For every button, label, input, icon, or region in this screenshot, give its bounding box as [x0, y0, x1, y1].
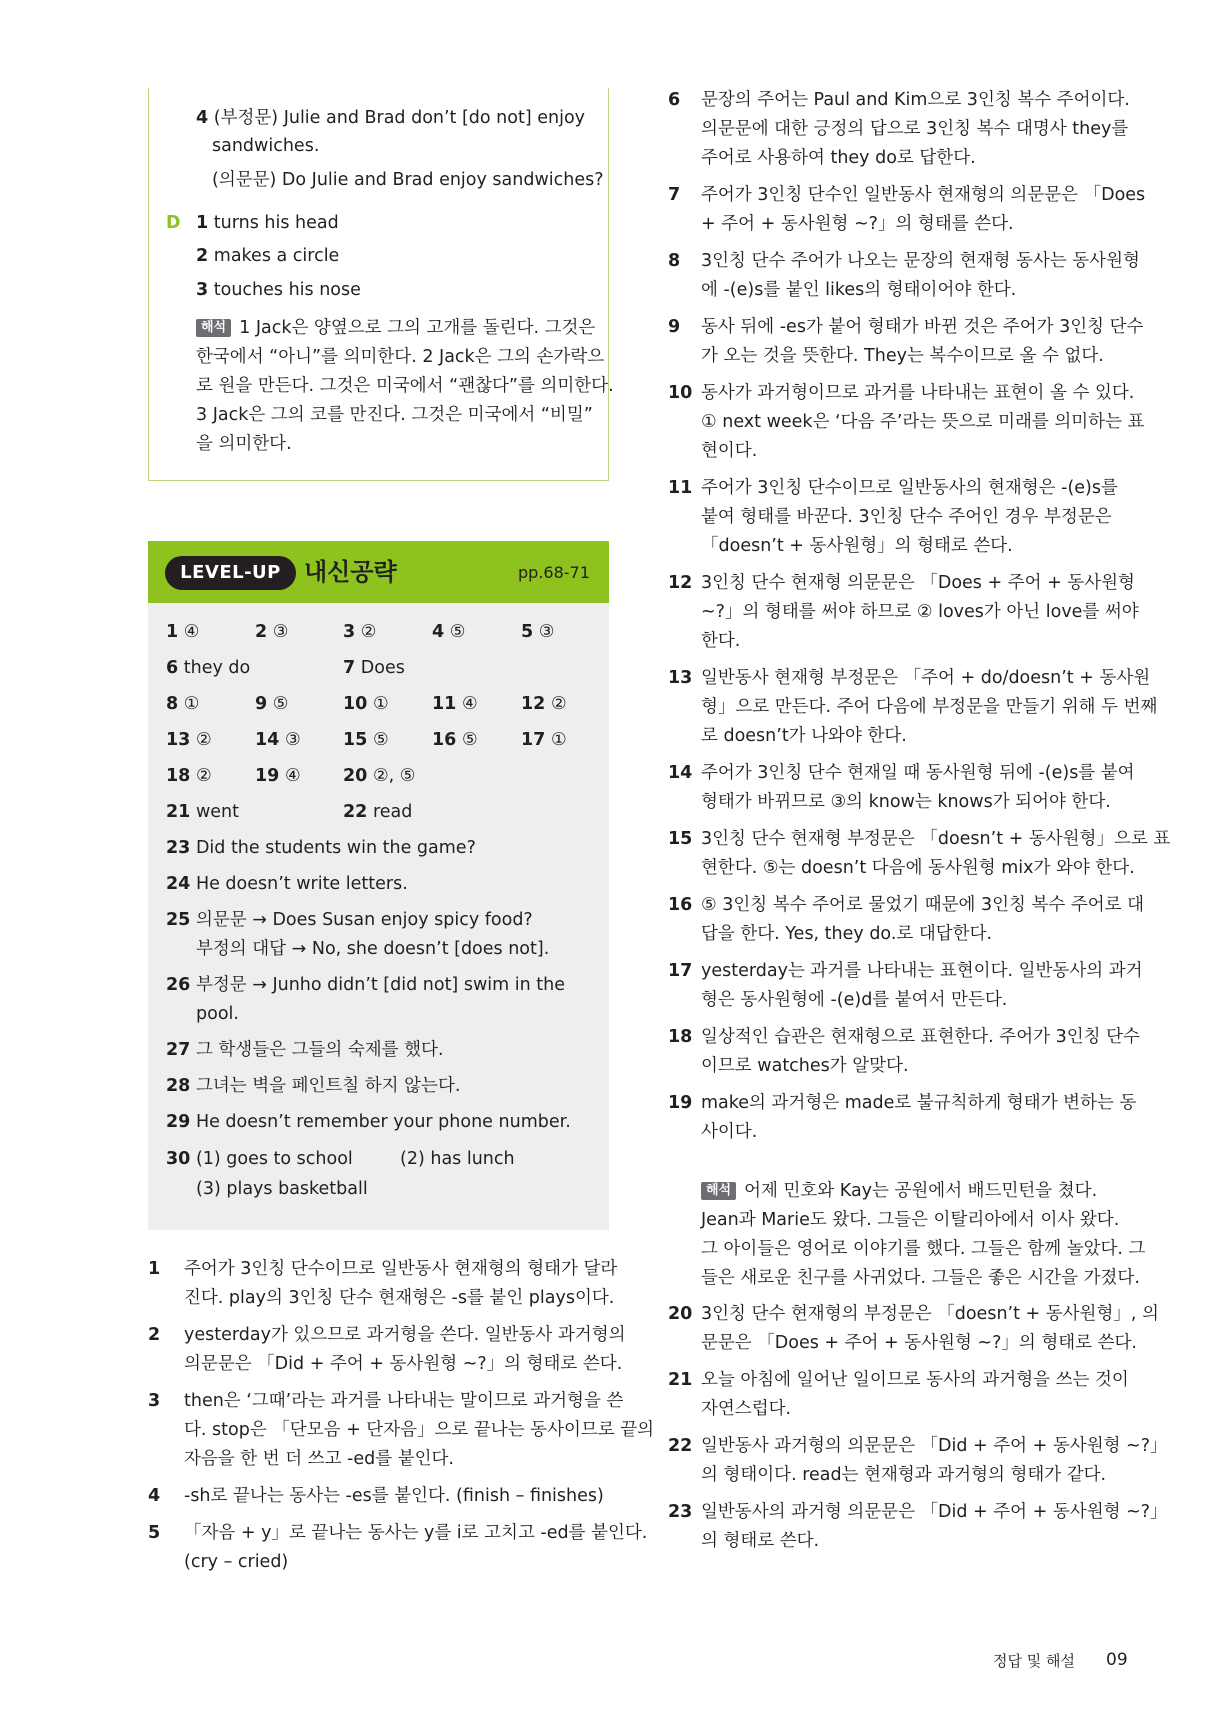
answer-number: 1	[166, 622, 179, 642]
explanation-text: 진다. play의 3인칭 단수 현재형은 -s를 붙인 plays이다.	[184, 1288, 615, 1308]
answer-number: 29	[166, 1112, 191, 1132]
explanation-line: 로 원을 만든다. 그것은 미국에서 “괜찮다”를 의미한다.	[196, 376, 614, 396]
explanation-number: 14	[668, 763, 693, 783]
answer-value: went	[195, 802, 239, 822]
answer-text: 그 학생들은 그들의 숙제를 했다.	[195, 1040, 444, 1060]
explanation-number: 4	[148, 1486, 161, 1506]
explanation-text: 의 형태이다. read는 현재형과 과거형의 형태가 같다.	[701, 1465, 1107, 1485]
answer-cell	[432, 618, 465, 647]
explanation-text: 3인칭 단수 주어가 나오는 문장의 현재형 동사는 동사원형	[701, 251, 1140, 271]
explanation-text: yesterday는 과거를 나타내는 표현이다. 일반동사의 과거	[701, 961, 1143, 981]
answer-value: ④	[284, 766, 301, 786]
answer-number: 23	[166, 838, 191, 858]
answer-number: 14	[255, 730, 280, 750]
explanation-number: 2	[148, 1325, 161, 1345]
answer-value: ②	[550, 694, 567, 714]
explanation-text: + 주어 + 동사원형 ~?」의 형태를 쓴다.	[701, 214, 1014, 234]
explanation-number: 11	[668, 478, 693, 498]
answer-cell	[343, 690, 389, 719]
explanation-text: ⑤ 3인칭 복수 주어로 물었기 때문에 3인칭 복수 주어로 대	[701, 895, 1145, 915]
answer-value: ④	[183, 622, 200, 642]
answer-cell	[255, 690, 288, 719]
answer-value: ⑤	[449, 622, 466, 642]
answer-cell	[343, 654, 405, 683]
explanation-text: 의문문은 「Did + 주어 + 동사원형 ~?」의 형태로 쓴다.	[184, 1354, 623, 1374]
item-text: makes a circle	[213, 246, 340, 266]
answer-cell	[432, 726, 478, 755]
footer-label: 정답 및 해설	[993, 1652, 1075, 1670]
explanation-text: 문문은 「Does + 주어 + 동사원형 ~?」의 형태로 쓴다.	[701, 1333, 1137, 1353]
answer-number: 11	[432, 694, 457, 714]
explanation-text: 문장의 주어는 Paul and Kim으로 3인칭 복수 주어이다.	[701, 90, 1130, 110]
explanation-text: 현한다. ⑤는 doesn’t 다음에 동사원형 mix가 와야 한다.	[701, 858, 1135, 878]
answer-cell	[166, 618, 199, 647]
answer-value: ①	[183, 694, 200, 714]
explanation-text: 일반동사 현재형 부정문은 「주어 + do/doesn’t + 동사원	[701, 668, 1151, 688]
explanation-text: 에 -(e)s를 붙인 likes의 형태이어야 한다.	[701, 280, 1017, 300]
answer-cell	[166, 798, 239, 827]
item4-line2: sandwiches.	[212, 136, 320, 156]
explanation-text: 주어가 3인칭 단수인 일반동사 현재형의 의문문은 「Does	[701, 185, 1146, 205]
answer-cell	[166, 690, 199, 719]
explanation-text: 가 오는 것을 뜻한다. They는 복수이므로 올 수 없다.	[701, 346, 1104, 366]
answer-cell	[166, 654, 250, 683]
answer-number: 12	[521, 694, 546, 714]
answer-cell	[343, 618, 376, 647]
answer-cell	[166, 762, 212, 791]
item-number: 3	[196, 280, 209, 300]
level-up-badge: LEVEL-UP	[165, 556, 296, 590]
answer-number: 15	[343, 730, 368, 750]
answer-cell	[255, 726, 301, 755]
explanation-number: 22	[668, 1436, 693, 1456]
answer-number: 22	[343, 802, 368, 822]
answer-number: 27	[166, 1040, 191, 1060]
answer-number: 10	[343, 694, 368, 714]
explanation-text: 「자음 + y」로 끝나는 동사는 y를 i로 고치고 -ed를 붙인다.	[184, 1523, 648, 1543]
answer-cell	[521, 618, 554, 647]
d-item	[196, 276, 361, 305]
answer-cell	[521, 690, 567, 719]
explanation-text: 다. stop은 「단모음 + 단자음」으로 끝나는 동사이므로 끝의	[184, 1420, 655, 1440]
explanation-text: then은 ‘그때’라는 과거를 나타내는 말이므로 과거형을 쓴	[184, 1391, 624, 1411]
answer-text: He doesn’t write letters.	[195, 874, 408, 894]
answer-text: 그녀는 벽을 페인트칠 하지 않는다.	[195, 1076, 461, 1096]
answer-cell	[255, 618, 288, 647]
answer-number: 25	[166, 910, 191, 930]
explanation-line: 을 의미한다.	[196, 434, 292, 454]
explanation-number: 13	[668, 668, 693, 688]
section-letter-d: D	[166, 213, 181, 233]
answer-number: 9	[255, 694, 268, 714]
explanation-text: 형태가 바뀌므로 ③의 know는 knows가 되어야 한다.	[701, 792, 1111, 812]
answer-number: 26	[166, 975, 191, 995]
answer-cell	[255, 762, 301, 791]
answer-number: 7	[343, 658, 356, 678]
explanation-text: 3인칭 단수 현재형 의문문은 「Does + 주어 + 동사원형	[701, 573, 1135, 593]
answer-value: ③	[272, 622, 289, 642]
explanation-text: make의 과거형은 made로 불규칙하게 형태가 변하는 동	[701, 1093, 1137, 1113]
answer-text: 부정문 → Junho didn’t [did not] swim in the	[195, 975, 565, 995]
answer-value: Does	[360, 658, 405, 678]
page-number: 09	[1106, 1650, 1128, 1670]
explanation-text: 붙여 형태를 바꾼다. 3인칭 단수 주어인 경우 부정문은	[701, 507, 1112, 527]
item4-line1: 4 (부정문) Julie and Brad don’t [do not] enjoy	[196, 108, 586, 128]
answer-number: 19	[255, 766, 280, 786]
explanation-text: 형은 동사원형에 -(e)d를 붙여서 만든다.	[701, 990, 1008, 1010]
explanation-text: 주어가 3인칭 단수이므로 일반동사의 현재형은 -(e)s를	[701, 478, 1118, 498]
long-answer	[166, 1072, 460, 1101]
answer-text: He doesn’t remember your phone number.	[195, 1112, 571, 1132]
answer-value: ①	[372, 694, 389, 714]
explanation-text: 일반동사의 과거형 의문문은 「Did + 주어 + 동사원형 ~?」	[701, 1502, 1168, 1522]
explanation-text: 의 형태로 쓴다.	[701, 1531, 820, 1551]
explanation-number: 10	[668, 383, 693, 403]
level-up-pages: pp.68-71	[518, 563, 590, 582]
explanation-number: 7	[668, 185, 681, 205]
explanation-number: 17	[668, 961, 693, 981]
explanation-number: 19	[668, 1093, 693, 1113]
d-item	[196, 242, 339, 271]
answer-number: 2	[255, 622, 268, 642]
explanation-number: 5	[148, 1523, 161, 1543]
d-explanation-line1: 해석 1 Jack은 양옆으로 그의 고개를 돌린다. 그것은	[196, 314, 595, 343]
explanation-text: 형」으로 만든다. 주어 다음에 부정문을 만들기 위해 두 번째	[701, 697, 1158, 717]
explanation-line: 들은 새로운 친구를 사귀었다. 그들은 좋은 시간을 가졌다.	[701, 1268, 1140, 1288]
answer-value: ②, ⑤	[372, 766, 416, 786]
answer-value: ⑤	[461, 730, 478, 750]
explanation-text: 오늘 아침에 일어난 일이므로 동사의 과거형을 쓰는 것이	[701, 1370, 1129, 1390]
long-answer	[166, 870, 408, 899]
explanation-number: 3	[148, 1391, 161, 1411]
explanation-line: 한국에서 “아니”를 의미한다. 2 Jack은 그의 손가락으	[196, 347, 605, 367]
long-answer	[166, 1036, 444, 1065]
explanation-number: 16	[668, 895, 693, 915]
explanation-line: Jean과 Marie도 왔다. 그들은 이탈리아에서 이사 왔다.	[701, 1210, 1120, 1230]
item4-line3: (의문문) Do Julie and Brad enjoy sandwiches?	[212, 170, 604, 190]
explanation-line: 3 Jack은 그의 코를 만진다. 그것은 미국에서 “비밀”	[196, 405, 593, 425]
explanation-text: 3인칭 단수 현재형 부정문은 「doesn’t + 동사원형」으로 표	[701, 829, 1171, 849]
answer-value: ②	[195, 730, 212, 750]
answer-number: 16	[432, 730, 457, 750]
explanation-number: 15	[668, 829, 693, 849]
answer-cell	[521, 726, 567, 755]
answer-value: ④	[461, 694, 478, 714]
explanation-text: 자연스럽다.	[701, 1399, 792, 1419]
d-item	[196, 209, 339, 238]
explanation-text: 주어가 3인칭 단수이므로 일반동사 현재형의 형태가 달라	[184, 1259, 618, 1279]
explanation-text: 주어가 3인칭 단수 현재일 때 동사원형 뒤에 -(e)s를 붙여	[701, 763, 1135, 783]
answer-text: Did the students win the game?	[195, 838, 476, 858]
answer-value: ②	[360, 622, 377, 642]
explanation-number: 12	[668, 573, 693, 593]
answer-value: ②	[195, 766, 212, 786]
answer-number: 17	[521, 730, 546, 750]
explanation-text: 일상적인 습관은 현재형으로 표현한다. 주어가 3인칭 단수	[701, 1027, 1140, 1047]
answer-value: ⑤	[372, 730, 389, 750]
answer-cell	[343, 726, 389, 755]
level-up-title: 내신공략	[304, 558, 397, 586]
long-answer-cont: pool.	[196, 1004, 239, 1024]
explanation-number: 23	[668, 1502, 693, 1522]
answer-cell	[166, 726, 212, 755]
explanation-text: (cry – cried)	[184, 1552, 289, 1572]
explanation-line: 그 아이들은 영어로 이야기를 했다. 그들은 함께 놀았다. 그	[701, 1239, 1146, 1259]
explanation-text: ~?」의 형태를 써야 하므로 ② loves가 아닌 love를 써야	[701, 602, 1139, 622]
explanation-text: 동사가 과거형이므로 과거를 나타내는 표현이 올 수 있다.	[701, 383, 1135, 403]
explanation-text: ① next week은 ‘다음 주’라는 뜻으로 미래를 의미하는 표	[701, 412, 1145, 432]
explanation-text: 사이다.	[701, 1122, 758, 1142]
explanation-tag-19: 해석	[701, 1182, 736, 1200]
explanation-text: yesterday가 있으므로 과거형을 쓴다. 일반동사 과거형의	[184, 1325, 626, 1345]
explanation-tag: 해석	[196, 319, 231, 337]
explanation-text: 3인칭 단수 현재형의 부정문은 「doesn’t + 동사원형」, 의	[701, 1304, 1159, 1324]
answer-number: 5	[521, 622, 534, 642]
explanation-text: 한다.	[701, 631, 741, 651]
explanation-number: 6	[668, 90, 681, 110]
answer-number: 3	[343, 622, 356, 642]
answer-value: ③	[284, 730, 301, 750]
explanation-text: 의문문에 대한 긍정의 답으로 3인칭 복수 대명사 they를	[701, 119, 1129, 139]
explanation-text: 답을 한다. Yes, they do.로 대답한다.	[701, 924, 993, 944]
answer-value: ⑤	[272, 694, 289, 714]
long-answer	[166, 906, 533, 935]
answer-number: 8	[166, 694, 179, 714]
long-answer	[166, 971, 565, 1000]
answer-value: read	[372, 802, 413, 822]
explanation-text: 주어로 사용하여 they do로 답한다.	[701, 148, 976, 168]
long-answer	[166, 1108, 571, 1137]
item-text: turns his head	[213, 213, 339, 233]
answer-value: ③	[538, 622, 555, 642]
answer-cell	[343, 798, 412, 827]
explanation-text: 이므로 watches가 알맞다.	[701, 1056, 909, 1076]
explanation-text: 현이다.	[701, 441, 758, 461]
answer-text: 의문문 → Does Susan enjoy spicy food?	[195, 910, 533, 930]
explanation-text: 동사 뒤에 -es가 붙어 형태가 바뀐 것은 주어가 3인칭 단수	[701, 317, 1144, 337]
long-answer	[166, 834, 476, 863]
item-number: 1	[196, 213, 209, 233]
answer-number: 28	[166, 1076, 191, 1096]
long-answer-cont: 부정의 대답 → No, she doesn’t [does not].	[196, 939, 550, 959]
answer-number: 20	[343, 766, 368, 786]
explanation-number: 8	[668, 251, 681, 271]
explanation-number: 21	[668, 1370, 693, 1390]
answer-number: 6	[166, 658, 179, 678]
explanation-text: 「doesn’t + 동사원형」의 형태로 쓴다.	[701, 536, 1013, 556]
explanation-number: 1	[148, 1259, 161, 1279]
answer-number: 18	[166, 766, 191, 786]
explanation-text: 자음을 한 번 더 쓰고 -ed를 붙인다.	[184, 1449, 454, 1469]
answer-30-part3: (3) plays basketball	[196, 1179, 368, 1199]
explanation-number: 18	[668, 1027, 693, 1047]
answer-30-line1: 30 (1) goes to school	[166, 1149, 353, 1169]
item19-explanation-line1: 해석 어제 민호와 Kay는 공원에서 배드민턴을 쳤다.	[701, 1177, 1097, 1206]
item-text: touches his nose	[213, 280, 361, 300]
answer-number: 4	[432, 622, 445, 642]
answer-value: they do	[183, 658, 251, 678]
item-number: 2	[196, 246, 209, 266]
answer-number: 13	[166, 730, 191, 750]
answer-30-part2: (2) has lunch	[400, 1149, 515, 1169]
answer-cell	[432, 690, 478, 719]
answer-cell	[343, 762, 415, 791]
explanation-text: 일반동사 과거형의 의문문은 「Did + 주어 + 동사원형 ~?」	[701, 1436, 1168, 1456]
explanation-number: 20	[668, 1304, 693, 1324]
answer-value: ①	[550, 730, 567, 750]
answer-number: 24	[166, 874, 191, 894]
explanation-text: -sh로 끝나는 동사는 -es를 붙인다. (finish – finishes)	[184, 1486, 604, 1506]
answer-number: 21	[166, 802, 191, 822]
explanation-number: 9	[668, 317, 681, 337]
explanation-text: 로 doesn’t가 나와야 한다.	[701, 726, 907, 746]
